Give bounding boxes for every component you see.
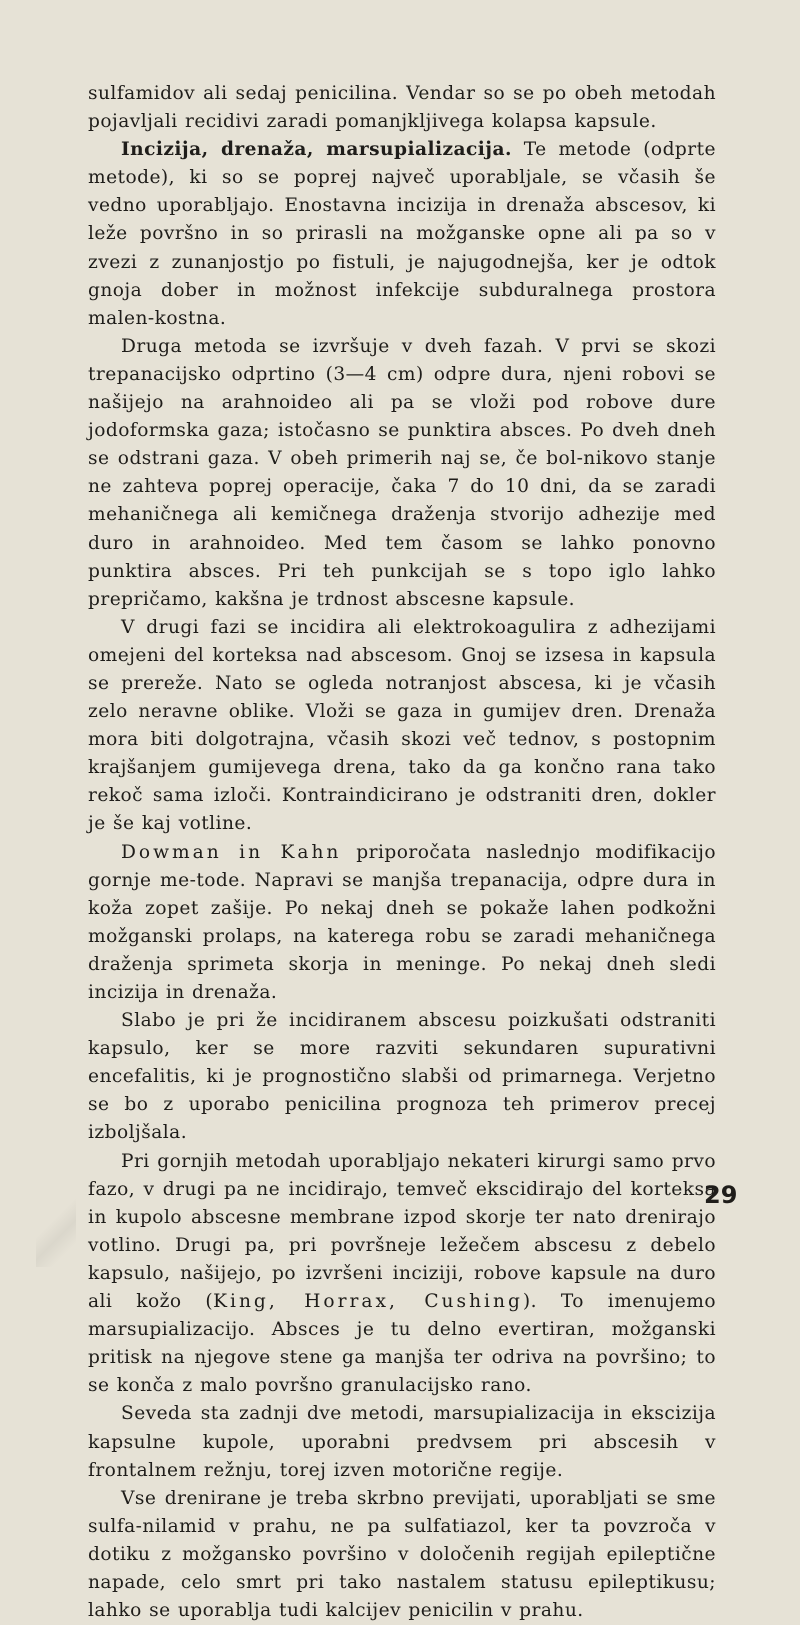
paragraph-seveda	[88, 1400, 716, 1484]
paragraph-dowman-kahn	[88, 839, 716, 1008]
paragraph-druga-faza	[88, 614, 716, 839]
paragraph-text: ). To imenujemo marsupializacijo. Absces je tu delno evertiran, možganski pritisk na njegove stene ga manjša ter odriva na površino; to se konča z malo površno granulacijsko rano.	[88, 1291, 716, 1397]
paragraph-vse-drenirane	[88, 1485, 716, 1625]
paragraph-text: Druga metoda se izvršuje v dveh fazah. V prvi se skozi trepanacijsko odprtino (3—4 cm) odpre dura, njeni robovi se našijejo na arahnoideo ali pa se vloži pod robove dure jodoformska gaza; istočasno se punktira absces. Po dveh dneh se odstrani gaza. V obeh primerih naj se, če bol-nikovo stanje ne zahteva poprej operacije, čaka 7 do 10 dni, da se zaradi mehaničnega ali kemičnega draženja stvorijo adhezije med duro in arahnoideo. Med tem časom se lahko ponovno punktira absces. Pri teh punkcijah se s topo iglo lahko prepričamo, kakšna je trdnost abscesne kapsule.	[88, 335, 716, 610]
paragraph-continuation	[88, 80, 716, 136]
paragraph-text: V drugi fazi se incidira ali elektrokoagulira z adhezijami omejeni del korteksa nad abscesom. Gnoj se izsesa in kapsula se prereže. Nato se ogleda notranjost abscesa, ki je včasih zelo neravne oblike. Vloži se gaza in gumijev dren. Drenaža mora biti dolgotrajna, včasih skozi več tednov, s postopnim krajšanjem gumijevega drena, tako da ga končno rana tako rekoč sama izloči. Kontraindicirano je odstraniti dren, dokler je še kaj votline.	[88, 616, 716, 835]
section-heading: Incizija, drenaža, marsupializacija.	[121, 139, 512, 161]
paragraph-text: Slabo je pri že incidiranem abscesu poizkušati odstraniti kapsulo, ker se more razviti sekundaren supurativni encefalitis, ki je prognostično slabši od primarnega. Verjetno se bo z uporabo penicilina prognoza teh primerov precej izboljšala.	[88, 1010, 716, 1144]
author-names: Dowman in Kahn	[121, 841, 342, 863]
paragraph-text: Seveda sta zadnji dve metodi, marsupializacija in ekscizija kapsulne kupole, uporabni predvsem pri abscesih v frontalnem režnju, torej izven motorične regije.	[88, 1403, 716, 1481]
author-names: King, Horrax, Cushing	[213, 1291, 523, 1313]
paragraph-incizija	[88, 136, 716, 333]
paper-crease	[36, 1190, 76, 1267]
paragraph-text: Vse drenirane je treba skrbno previjati, uporabljati se sme sulfa-nilamid v prahu, ne pa sulfatiazol, ker ta povzroča v dotiku z možgansko površino v določenih regijah epileptične napade, celo smrt pri tako nastalem statusu epileptikusu; lahko se uporablja tudi kalcijev penicilin v prahu.	[88, 1487, 716, 1622]
paragraph-gornjih-metodah	[88, 1148, 716, 1401]
paragraph-text: sulfamidov ali sedaj penicilina. Vendar so se po obeh metodah pojavljali recidivi zaradi pomanjkljivega kolapsa kapsule.	[88, 83, 716, 133]
page-number: 29	[704, 1181, 738, 1209]
paragraph-slabo	[88, 1007, 716, 1147]
paragraph-text: Te metode (odprte metode), ki so se poprej največ uporabljale, se včasih še vedno uporabljajo. Enostavna incizija in drenaža abscesov, ki leže površno in so prirasli na možganske opne ali pa so v zvezi z zunanjostjo po fistuli, je najugodnejša, ker je odtok gnoja dober in možnost infekcije subduralnega prostora malen-kostna.	[88, 139, 716, 329]
paragraph-text: Pri gornjih metodah uporabljajo nekateri kirurgi samo prvo fazo, v drugi pa ne incidirajo, temveč ekscidirajo del korteksa in kupolo abscesne membrane izpod skorje ter nato drenirajo votlino. Drugi pa, pri površneje ležečem abscesu z debelo kapsulo, našijejo, po izvršeni inciziji, robove kapsule na duro ali kožo (	[88, 1150, 716, 1313]
paragraph-druga-metoda	[88, 333, 716, 614]
paragraph-text: priporočata naslednjo modifikacijo gornje me-tode. Napravi se manjša trepanacija, odpre dura in koža zopet zašije. Po nekaj dneh se pokaže lahen podkožni možganski prolaps, na katerega robu se zaradi mehaničnega draženja sprimeta skorja in meninge. Po nekaj dneh sledi incizija in drenaža.	[88, 841, 716, 1003]
